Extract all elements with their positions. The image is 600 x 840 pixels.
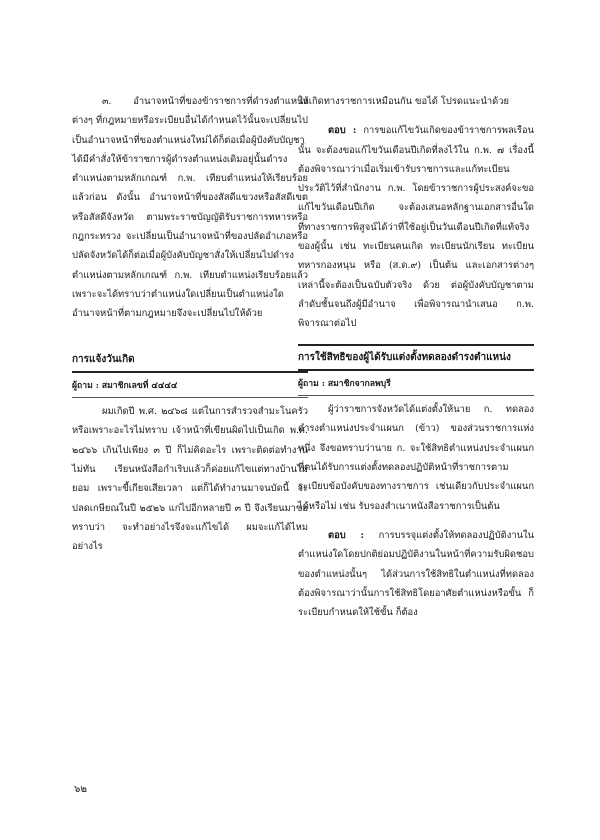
answer-label: ตอบ : [328, 125, 357, 137]
continued-text: ให้เกิดทางราชการเหมือนกัน ขอได้ โปรดแนะนำด้วย [298, 96, 509, 107]
left-column [72, 92, 308, 557]
page-number: ๖๒ [74, 784, 87, 795]
answer-1-paragraph [298, 121, 534, 333]
section-title-birthdate: การแจ้งวันเกิด [72, 350, 308, 373]
asker-line: ผู้ถาม : สมาชิกจากลพบุรี [298, 375, 534, 396]
answer-2-text: การบรรจุแต่งตั้งให้ทดลองปฏิบัติงานในตำแหน่งใดโดยปกติย่อมปฏิบัติงานในหน้าที่ความรับผิดชอบของตำแหน่งนั้นๆ ได้ส่วนการใช้สิทธิในตำแหน่งที่ทดลอง ต้องพิจารณาว่านั้นการใช้สิทธิโดยอาศัยตำแหน่งหรือขั้น ก็ระเบียบกำหนดให้ใช้ขั้น ก็ต้อง [298, 529, 534, 619]
section-title-acting-rights: การใช้สิทธิของผู้ได้รับแต่งตั้งทดลองดำรงตำแหน่ง [298, 344, 534, 371]
item-3-paragraph: ๓. อำนาจหน้าที่ของข้าราชการที่ดำรงตำแหน่งต่างๆ ที่กฎหมายหรือระเบียบอื่นได้กำหนดไว้นั้นจะเปลี่ยนไปเป็นอำนาจหน้าที่ของตำแหน่งใหม่ได้ก็ต่อเมื่อผู้บังคับบัญชาได้มีคำสั่งให้ข้าราชการผู้ดำรงตำแหน่งเดิมอยู่นั้นดำรงตำแหน่งตามหลักเกณฑ์ ก.พ. เทียบตำแหน่งให้เรียบร้อยแล้วก่อน ดังนั้น อำนาจหน้าที่ของสัสดีแขวงหรือสัสดีเขตหรือสัสดีจังหวัด ตามพระราชบัญญัติรับราชการทหารหรือกฎกระทรวง จะเปลี่ยนเป็นอำนาจหน้าที่ของปลัดอำเภอหรือปลัดจังหวัดได้ก็ต่อเมื่อผู้บังคับบัญชาสั่งให้เปลี่ยนไปดำรงตำแหน่งตามหลักเกณฑ์ ก.พ. เทียบตำแหน่งเรียบร้อยแล้ว เพราะจะได้ทราบว่าตำแหน่งใดเปลี่ยนเป็นตำแหน่งใด อำนาจหน้าที่ตามกฎหมายจึงจะเปลี่ยนไปให้ด้วย [72, 96, 308, 320]
asker-line: ผู้ถาม : สมาชิกเลขที่ ๔๔๔๔ [72, 377, 308, 398]
question-paragraph: ผมเกิดปี พ.ศ. ๒๔๖๘ แต่ในการสำรวจสำมะโนครัว หรือเพราะอะไรไม่ทราบ เจ้าหน้าที่เขียนผิดไปเป็นเกิด พ.ศ. ๒๔๖๖ เกินไปเพียง ๓ ปี ก็ไม่คิดอะไร เพราะติดต่อทำงานไม่ทัน เรียนหนังสือกำเริบแล้วก็ค่อยแก้ไขแต่ทางบ้านไม่ยอม เพราะขี้เกียจเสียเวลา แต่ก็ได้ทำงานมาจนบัดนี้ จะปลดเกษียณในปี ๒๕๒๖ แก่ไปอีกหลายปี ๓ ปี จึงเรียนมาขอทราบว่า จะทำอย่างไรจึงจะแก้ไขได้ ผมจะแก้ได้ไหม อย่างไร [72, 406, 308, 553]
answer-2-paragraph [298, 526, 534, 622]
answer-1-text: การขอแก้ไขวันเกิดของข้าราชการพลเรือนนั้น จะต้องขอแก้ไขวันเดือนปีเกิดที่ลงไว้ใน ก.พ. ๗ เรื่องนี้ ต้องพิจารณาว่าเมื่อเริ่มเข้ารับราชการและแก้ทะเบียนประวัติไว้ที่สำนักงาน ก.พ. โดยข้าราชการผู้ประสงค์จะขอแก้ไขวันเดือนปีเกิด จะต้องเสนอหลักฐานเอกสารอื่นใดที่ทางราชการพิสูจน์ได้ว่าที่ใช้อยู่เป็นวันเดือนปีเกิดที่แท้จริงของผู้นั้น เช่น ทะเบียนคนเกิด ทะเบียนนักเรียน ทะเบียนทหารกองหนุน หรือ (ส.ด.๙) เป็นต้น และเอกสารต่างๆ เหล่านี้จะต้องเป็นฉบับตัวจริง ด้วย ต่อผู้บังคับบัญชาตามลำดับชั้นจนถึงผู้มีอำนาจ เพื่อพิจารณานำเสนอ ก.พ. พิจารณาต่อไป [298, 125, 534, 330]
question-paragraph: ผู้ว่าราชการจังหวัดได้แต่งตั้งให้นาย ก. ทดลองดำรงตำแหน่งประจำแผนก (ข้าว) ของส่วนราชการแห่งหนึ่ง จึงขอทราบว่านาย ก. จะใช้สิทธิตำแหน่งประจำแผนกที่ตนได้รับการแต่งตั้งทดลองปฏิบัติหน้าที่ราชการตามระเบียบข้อบังคับของทางราชการ เช่นเดียวกับประจำแผนก ได้หรือไม่ เช่น รับรองสำเนาหนังสือราชการเป็นต้น [298, 404, 534, 512]
right-column [298, 92, 534, 622]
answer-label: ตอบ : [328, 529, 365, 541]
